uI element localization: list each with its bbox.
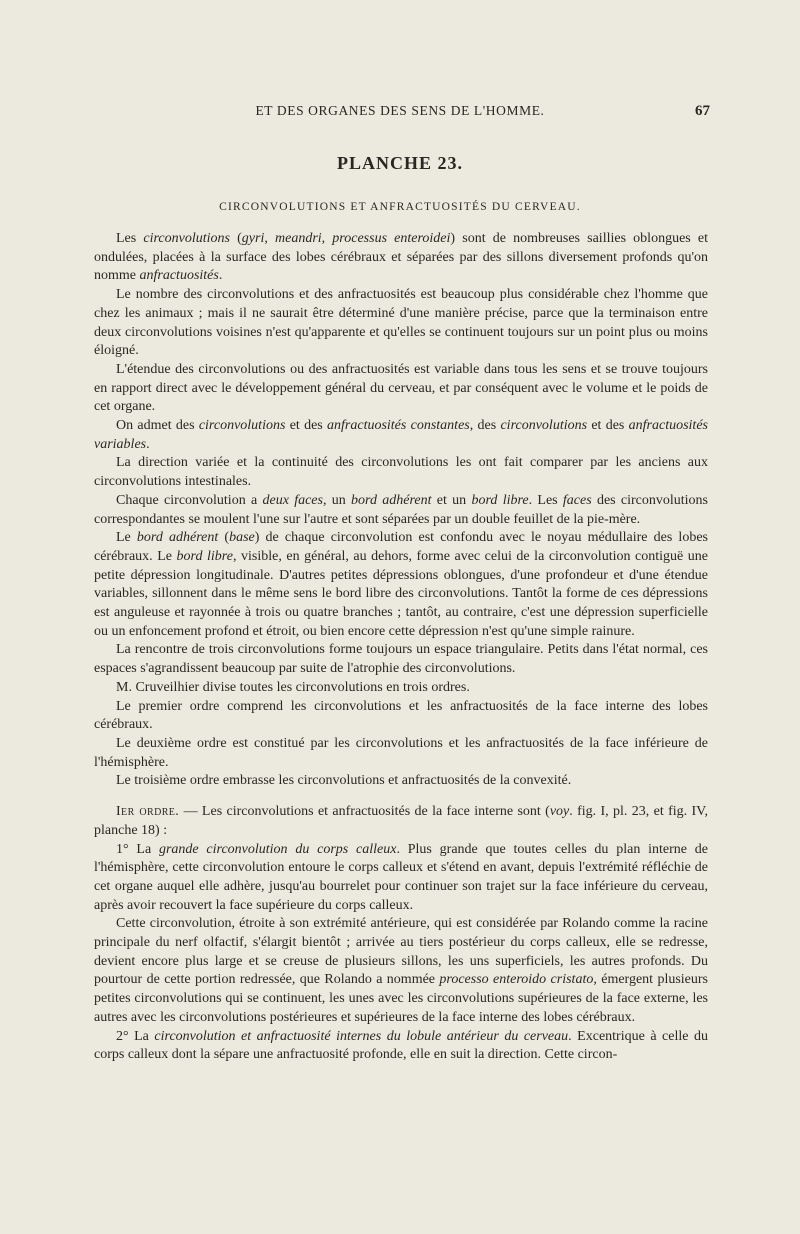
text-run: On admet des xyxy=(116,418,199,434)
italic-run: anfractuosités constantes xyxy=(327,418,470,434)
paragraph xyxy=(94,698,708,735)
text-run: , des xyxy=(469,418,501,434)
paragraph xyxy=(94,803,708,840)
text-run: . xyxy=(218,268,223,284)
paragraph xyxy=(94,417,708,454)
paragraph xyxy=(94,454,708,491)
italic-run: processo enteroido cristato xyxy=(439,972,594,988)
paragraph xyxy=(94,735,708,772)
paragraph xyxy=(94,641,708,678)
italic-run: bord libre xyxy=(176,548,233,564)
text-run: , un xyxy=(322,492,352,508)
paragraph xyxy=(94,361,708,417)
text-run: Les xyxy=(116,231,144,246)
paragraph xyxy=(94,529,708,641)
text-run: et des xyxy=(587,418,629,434)
text-run: , visible, en général, au dehors, forme avec celui de la circonvolution contiguë une petite dépression longitudinale. D'autres petites dépressions oblongues, d'une profondeur et d'une étendue variables, sillonnent dans le même sens le bord libre des circonvolutions. Tantôt la forme de ces dépressions est anguleuse et rayonnée à trois ou quatre branches ; tantôt, au contraire, c'est une dépression superficielle ou un enfoncement profond et étroit, ou bien encore cette dépression n'est qu'une simple rainure. xyxy=(94,548,708,639)
text-run: . Excentrique à celle du corps calleux dont la sépare une anfractuosité profonde, elle en suit la direction. Cette circon- xyxy=(94,1028,708,1063)
italic-run: circonvolutions xyxy=(198,418,286,434)
text-run: Chaque circonvolution a xyxy=(116,492,263,508)
text-run: et des xyxy=(285,418,328,434)
italic-run: bord libre xyxy=(471,492,529,508)
text-run: M. Cruveilhier divise toutes les circonvolutions en trois ordres. xyxy=(116,679,470,695)
italic-run: voy xyxy=(549,804,570,820)
section-subtitle: CIRCONVOLUTIONS ET ANFRACTUOSITÉS DU CERVEAU. xyxy=(219,201,581,213)
paragraph xyxy=(94,1028,708,1065)
text-run: . Les xyxy=(528,492,563,508)
text-run: des circonvolutions correspondantes se moulent l'une sur l'autre et sont séparées par un double feuillet de la pie-mère. xyxy=(94,492,708,527)
text-run: La rencontre de trois circonvolutions forme toujours un espace triangulaire. Petits dans l'état normal, ces espaces s'agrandissent beaucoup par suite de l'atrophie des circonvolutions. xyxy=(94,642,708,677)
italic-run: anfractuosités xyxy=(139,268,219,284)
text-run: Cette circonvolution, étroite à son extrémité antérieure, qui est considérée par Rolando comme la racine principale du nerf olfactif, s'élargit bientôt ; arrivée au tiers postérieur du corps calleux, elle se redresse, devient encore plus large et se creuse de plusieurs sillons, les uns superficiels, les autres profonds. Du pourtour de cette portion redressée, que Rolando a nommée xyxy=(94,916,708,988)
text-run: . xyxy=(146,436,150,452)
italic-run: grande circonvolution du corps calleux xyxy=(158,841,397,857)
plate-title: PLANCHE 23. xyxy=(336,153,463,173)
text-run: ) sont de nombreuses saillies oblongues et ondulées, placées à la surface des lobes cérébraux et séparées par des sillons diversement profonds qu'on nomme xyxy=(94,231,708,284)
text-run: . fig. I, pl. 23, et fig. IV, planche 18) : xyxy=(94,804,708,838)
paragraph xyxy=(94,679,708,698)
text-run: ) de chaque circonvolution est confondu avec le noyau médullaire des lobes cérébraux. Le xyxy=(94,530,708,564)
running-title: ET DES ORGANES DES SENS DE L'HOMME. xyxy=(255,103,545,118)
text-run: ( xyxy=(218,530,230,546)
text-run: 1° La xyxy=(116,841,159,857)
text-run: et un xyxy=(431,492,472,508)
text-run: Le deuxième ordre est constitué par les circonvolutions et les anfractuosités de la face inférieure de l'hémisphère. xyxy=(94,735,708,770)
paragraph xyxy=(94,286,708,361)
text-run: — Les circonvolutions et anfractuosités de la face interne sont ( xyxy=(179,804,550,820)
paragraph xyxy=(94,492,708,529)
text-run: Le troisième ordre embrasse les circonvolutions et anfractuosités de la convexité. xyxy=(116,773,572,789)
paragraph xyxy=(94,772,708,791)
text-run: Le premier ordre comprend les circonvolutions et les anfractuosités de la face interne des lobes cérébraux. xyxy=(94,698,708,733)
body-text xyxy=(94,230,708,1065)
italic-run: base xyxy=(229,530,255,546)
text-run: Le xyxy=(116,530,137,546)
text-run: Le nombre des circonvolutions et des anfractuosités est beaucoup plus considérable chez l'homme que chez les animaux ; mais il ne saurait être déterminé d'une manière précise, parce que la terminaison entre deux circonvolutions voisines n'est qu'apparente et qu'elles se continuent toujours sur un point plus ou moins éloigné. xyxy=(94,287,708,359)
smallcaps-run: Ier ordre. xyxy=(116,804,180,820)
italic-run: bord adhérent xyxy=(351,492,432,508)
italic-run: gyri, meandri, processus enteroidei xyxy=(241,231,451,246)
italic-run: faces xyxy=(562,492,592,508)
italic-run: bord adhérent xyxy=(136,530,219,546)
italic-run: circonvolutions xyxy=(143,231,230,246)
italic-run: deux faces xyxy=(262,492,323,508)
text-run: ( xyxy=(229,231,242,246)
page-header xyxy=(90,103,710,125)
text-run: . Plus grande que toutes celles du plan interne de l'hémisphère, cette circonvolution entoure le corps calleux et s'étend en avant, depuis l'extrémité réfléchie de cet organe auquel elle adhère, jusqu'au bourrelet pour continuer son trajet sur la face inférieure du cerveau, après avoir recouvert la face supérieure du corps calleux. xyxy=(94,841,708,913)
text-run: L'étendue des circonvolutions ou des anfractuosités est variable dans tous les sens et se trouve toujours en rapport direct avec le développement général du cerveau, et par conséquent avec le volume et le poids de cet organe. xyxy=(94,361,708,415)
text-run: , émergent plusieurs petites circonvolutions qui se continuent, les unes avec les circonvolutions supérieures de la face externe, les autres avec les circonvolutions postérieures et supérieures de la face interne des lobes cérébraux. xyxy=(94,972,708,1025)
italic-run: circonvolution et anfractuosité internes du lobule antérieur du cerveau xyxy=(154,1028,569,1044)
paragraph xyxy=(94,915,708,1027)
paragraph xyxy=(94,841,708,916)
page-number: 67 xyxy=(695,103,710,119)
text-run: La direction variée et la continuité des circonvolutions les ont fait comparer par les anciens aux circonvolutions intestinales. xyxy=(94,455,708,490)
italic-run: anfractuosités variables xyxy=(94,418,708,452)
italic-run: circonvolutions xyxy=(500,418,588,434)
text-run: 2° La xyxy=(116,1028,155,1044)
paragraph xyxy=(94,230,708,286)
